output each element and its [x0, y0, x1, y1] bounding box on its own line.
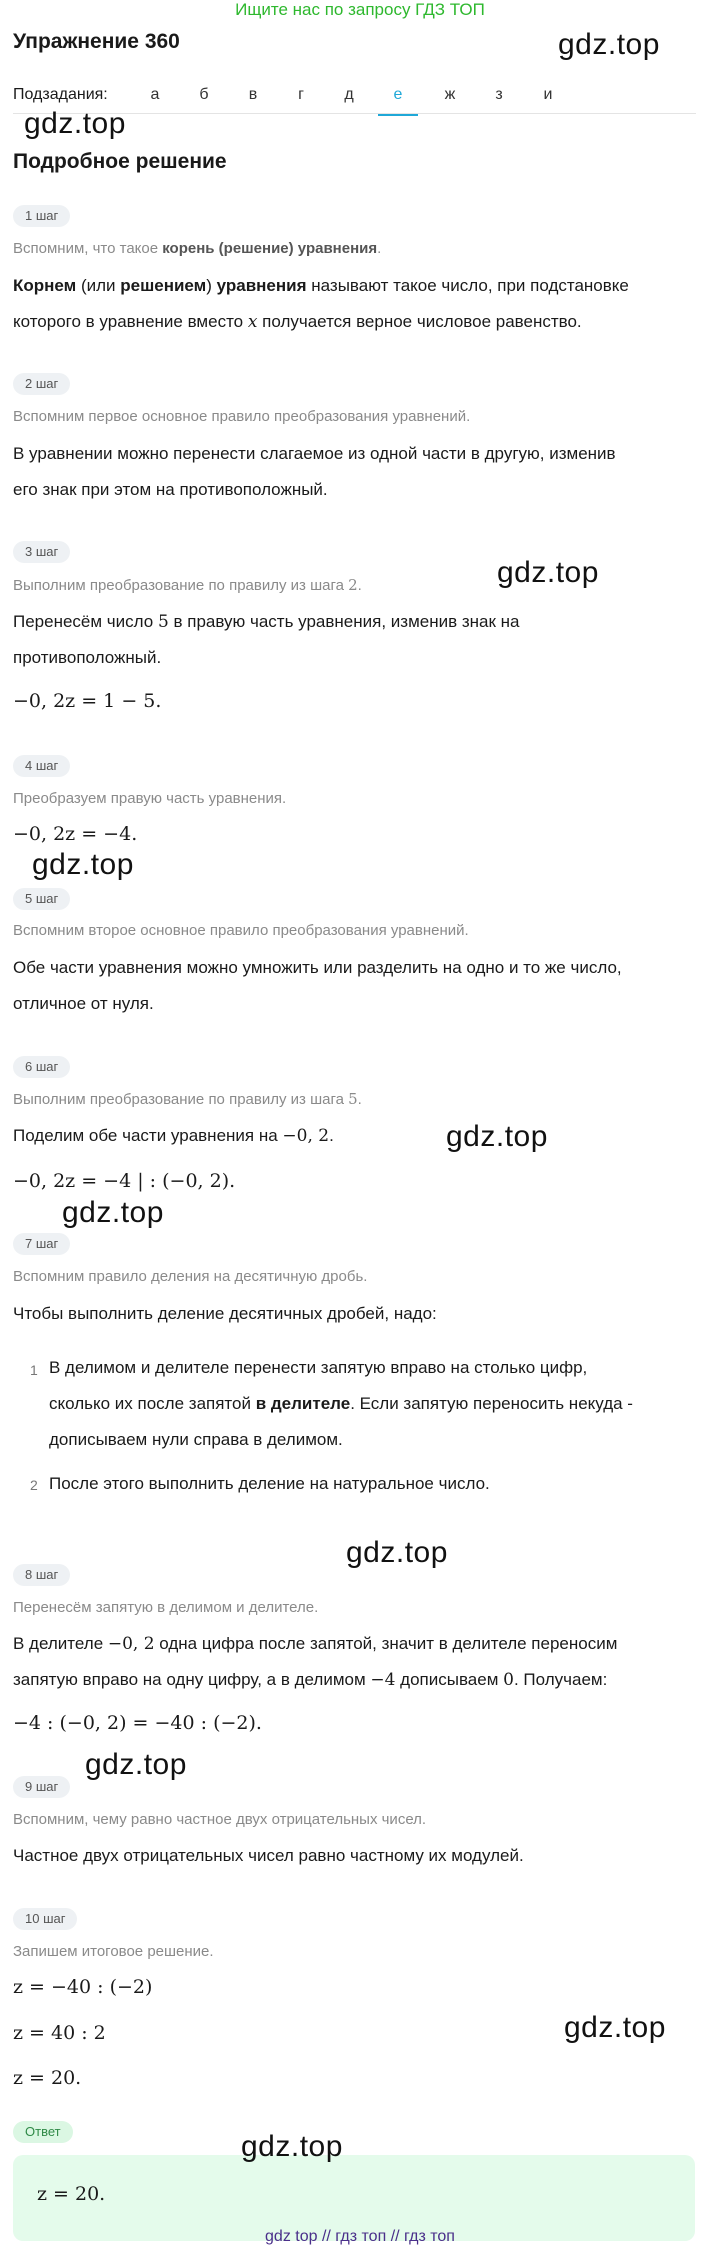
watermark: gdz.top [241, 2130, 343, 2163]
step-text: Чтобы выполнить деление десятичных дробей, надо: [13, 1304, 437, 1323]
subtask-tab-a[interactable]: а [150, 86, 160, 103]
answer-value: z = 20. [37, 2183, 106, 2205]
watermark: gdz.top [346, 1536, 448, 1569]
subtask-tab-b[interactable]: б [199, 86, 209, 103]
subtask-tab-e[interactable]: е [378, 86, 418, 116]
step-hint: Вспомним правило деления на десятичную дробь. [13, 1268, 368, 1285]
subtasks-label: Подзадания: [13, 86, 108, 103]
step-chip: 6 шаг [13, 1056, 70, 1078]
equation: −0, 2z = −4. [13, 823, 138, 845]
step-hint: Выполним преобразование по правилу из шага 2. [13, 576, 362, 594]
step-text: Поделим обе части уравнения на −0, 2. [13, 1126, 334, 1146]
equation: z = 20. [13, 2067, 82, 2089]
step-hint: Вспомним, что такое корень (решение) уравнения. [13, 240, 382, 257]
watermark: gdz.top [62, 1196, 164, 1229]
watermark: gdz.top [446, 1120, 548, 1153]
step-chip: 1 шаг [13, 205, 70, 227]
equation: −0, 2z = −4 | : (−0, 2). [13, 1170, 236, 1192]
subtask-tab-zh[interactable]: ж [444, 86, 456, 103]
step-chip: 7 шаг [13, 1233, 70, 1255]
step-hint: Запишем итоговое решение. [13, 1943, 214, 1960]
watermark: gdz.top [32, 848, 134, 881]
step-chip: 5 шаг [13, 888, 70, 910]
list-item: В делимом и делителе перенести запятую вправо на столько цифр, сколько их после запятой в делителе. Если запятую переносить некуда - дописываем нули справа в делимом. [49, 1358, 633, 1449]
step-chip: 8 шаг [13, 1564, 70, 1586]
footer-links[interactable]: gdz top // гдз топ // гдз топ [265, 2228, 455, 2245]
step-hint: Вспомним второе основное правило преобразования уравнений. [13, 922, 469, 939]
step-chip: 3 шаг [13, 541, 70, 563]
section-title: Подробное решение [13, 150, 227, 173]
subtask-tab-z[interactable]: з [495, 86, 503, 103]
page-title: Упражнение 360 [13, 30, 180, 53]
watermark: gdz.top [85, 1748, 187, 1781]
equation: −0, 2z = 1 − 5. [13, 690, 162, 712]
equation: z = 40 : 2 [13, 2022, 106, 2044]
step-text: Обе части уравнения можно умножить или разделить на одно и то же число, отличное от нуля. [13, 958, 622, 1013]
step-text: В делителе −0, 2 одна цифра после запятой, значит в делителе переносим запятую вправо на одну цифру, а в делимом −4 дописываем 0. Получаем: [13, 1634, 618, 1690]
step-text: Частное двух отрицательных чисел равно частному их модулей. [13, 1846, 524, 1865]
step-hint: Преобразуем правую часть уравнения. [13, 790, 287, 807]
step-hint: Вспомним первое основное правило преобразования уравнений. [13, 408, 471, 425]
list-number: 1 [30, 1362, 38, 1378]
step-hint: Перенесём запятую в делимом и делителе. [13, 1599, 319, 1616]
step-chip: 9 шаг [13, 1776, 70, 1798]
step-chip: 2 шаг [13, 373, 70, 395]
watermark: gdz.top [558, 28, 660, 61]
step-hint: Выполним преобразование по правилу из шага 5. [13, 1090, 362, 1108]
step-text: Корнем (или решением) уравнения называют такое число, при подстановке которого в уравнение вместо x получается верное числовое равенство. [13, 276, 629, 332]
equation: −4 : (−0, 2) = −40 : (−2). [13, 1712, 262, 1734]
top-banner[interactable]: Ищите нас по запросу ГДЗ ТОП [235, 0, 485, 19]
list-item: После этого выполнить деление на натуральное число. [49, 1474, 490, 1493]
step-chip: 10 шаг [13, 1908, 77, 1930]
list-number: 2 [30, 1477, 38, 1493]
step-text: Перенесём число 5 в правую часть уравнения, изменив знак на противоположный. [13, 612, 520, 667]
answer-chip: Ответ [13, 2121, 73, 2143]
step-hint: Вспомним, чему равно частное двух отрицательных чисел. [13, 1811, 427, 1828]
step-text: В уравнении можно перенести слагаемое из одной части в другую, изменив его знак при этом на противоположный. [13, 444, 616, 499]
watermark: gdz.top [564, 2011, 666, 2044]
step-chip: 4 шаг [13, 755, 70, 777]
subtask-tab-i[interactable]: и [543, 86, 553, 103]
subtask-tab-v[interactable]: в [248, 86, 258, 103]
subtask-tab-g[interactable]: г [298, 86, 304, 103]
subtask-tab-d[interactable]: д [344, 86, 354, 103]
watermark: gdz.top [24, 107, 126, 140]
equation: z = −40 : (−2) [13, 1976, 153, 1998]
watermark: gdz.top [497, 556, 599, 589]
